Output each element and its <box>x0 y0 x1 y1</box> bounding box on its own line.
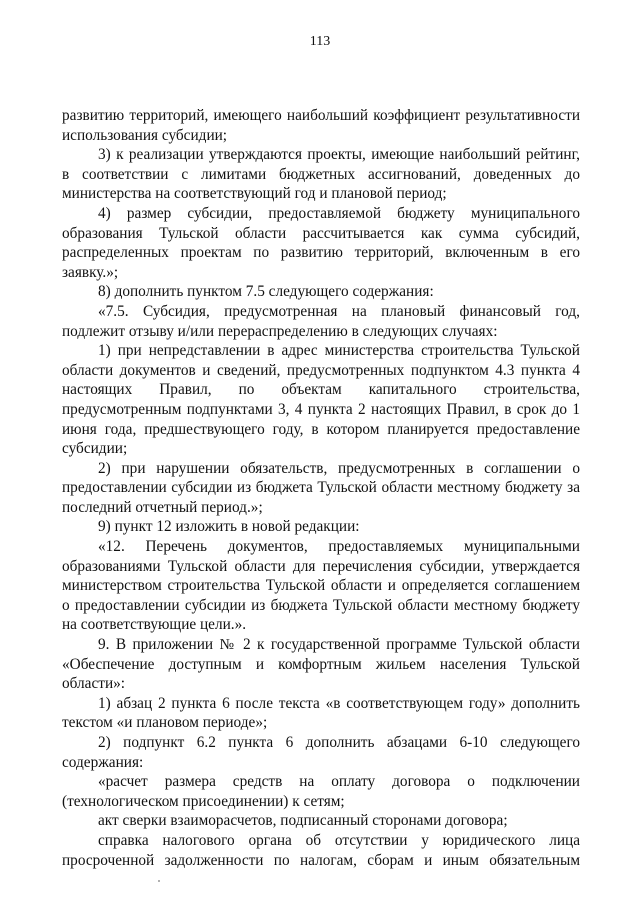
paragraph-1: развитию территорий, имеющего наибольший коэффициент результативности использования субсидии; <box>62 107 580 144</box>
paragraph-3: 4) размер субсидии, предоставляемой бюджету муниципального образования Тульской области рассчитывается как сумма субсидий, распределенных проектам по развитию территорий, включенным в его заявку.»; <box>62 204 580 281</box>
scan-speck <box>158 880 160 882</box>
page-number: 113 <box>309 34 331 49</box>
paragraph-14: акт сверки взаиморасчетов, подписанный сторонами договора; <box>98 812 508 830</box>
paragraph-2: 3) к реализации утверждаются проекты, имеющие наибольший рейтинг, в соответствии с лимитами бюджетных ассигнований, доведенных до министерства на соответствующий год и плановой период; <box>62 146 580 203</box>
paragraph-5: «7.5. Субсидия, предусмотренная на плановый финансовый год, подлежит отзыву и/или перераспределению в следующих случаях: <box>62 302 580 340</box>
paragraph-15: справка налогового органа об отсутствии у юридического лица просроченной задолженности по налогам, сборам и иным обязательным <box>62 831 580 869</box>
paragraph-12: 2) подпункт 6.2 пункта 6 дополнить абзацами 6-10 следующего содержания: <box>62 734 580 771</box>
paragraph-4: 8) дополнить пунктом 7.5 следующего содержания: <box>98 283 434 301</box>
document-body <box>62 106 580 870</box>
paragraph-13: «расчет размера средств на оплату договора о подключении (технологическом присоединении) к сетям; <box>62 773 580 810</box>
paragraph-11: 1) абзац 2 пункта 6 после текста «в соответствующем году» дополнить текстом «и плановом периоде»; <box>62 694 580 732</box>
paragraph-7: 2) при нарушении обязательств, предусмотренных в соглашении о предоставлении субсидии из бюджета Тульской области местному бюджету за последний отчетный период.»; <box>62 459 580 516</box>
paragraph-6: 1) при непредставлении в адрес министерства строительства Тульской области документов и сведений, предусмотренных подпунктом 4.3 пункта 4 настоящих Правил, по объектам капитального строительства, предусмотренным подпунктами 3, 4 пункта 2 настоящих Правил, в срок до 1 июня года, предшествующего году, в котором планируется предоставление субсидии; <box>62 342 580 458</box>
paragraph-9: «12. Перечень документов, предоставляемых муниципальными образованиями Тульской области для перечисления субсидии, утверждается министерством строительства Тульской области и определяется соглашением о предоставлении субсидии из бюджета Тульской области местному бюджету на соответствующие цели.». <box>62 538 580 634</box>
paragraph-10: 9. В приложении № 2 к государственной программе Тульской области «Обеспечение доступным и комфортным жильем населения Тульской области»: <box>62 636 580 693</box>
paragraph-8: 9) пункт 12 изложить в новой редакции: <box>98 518 360 536</box>
